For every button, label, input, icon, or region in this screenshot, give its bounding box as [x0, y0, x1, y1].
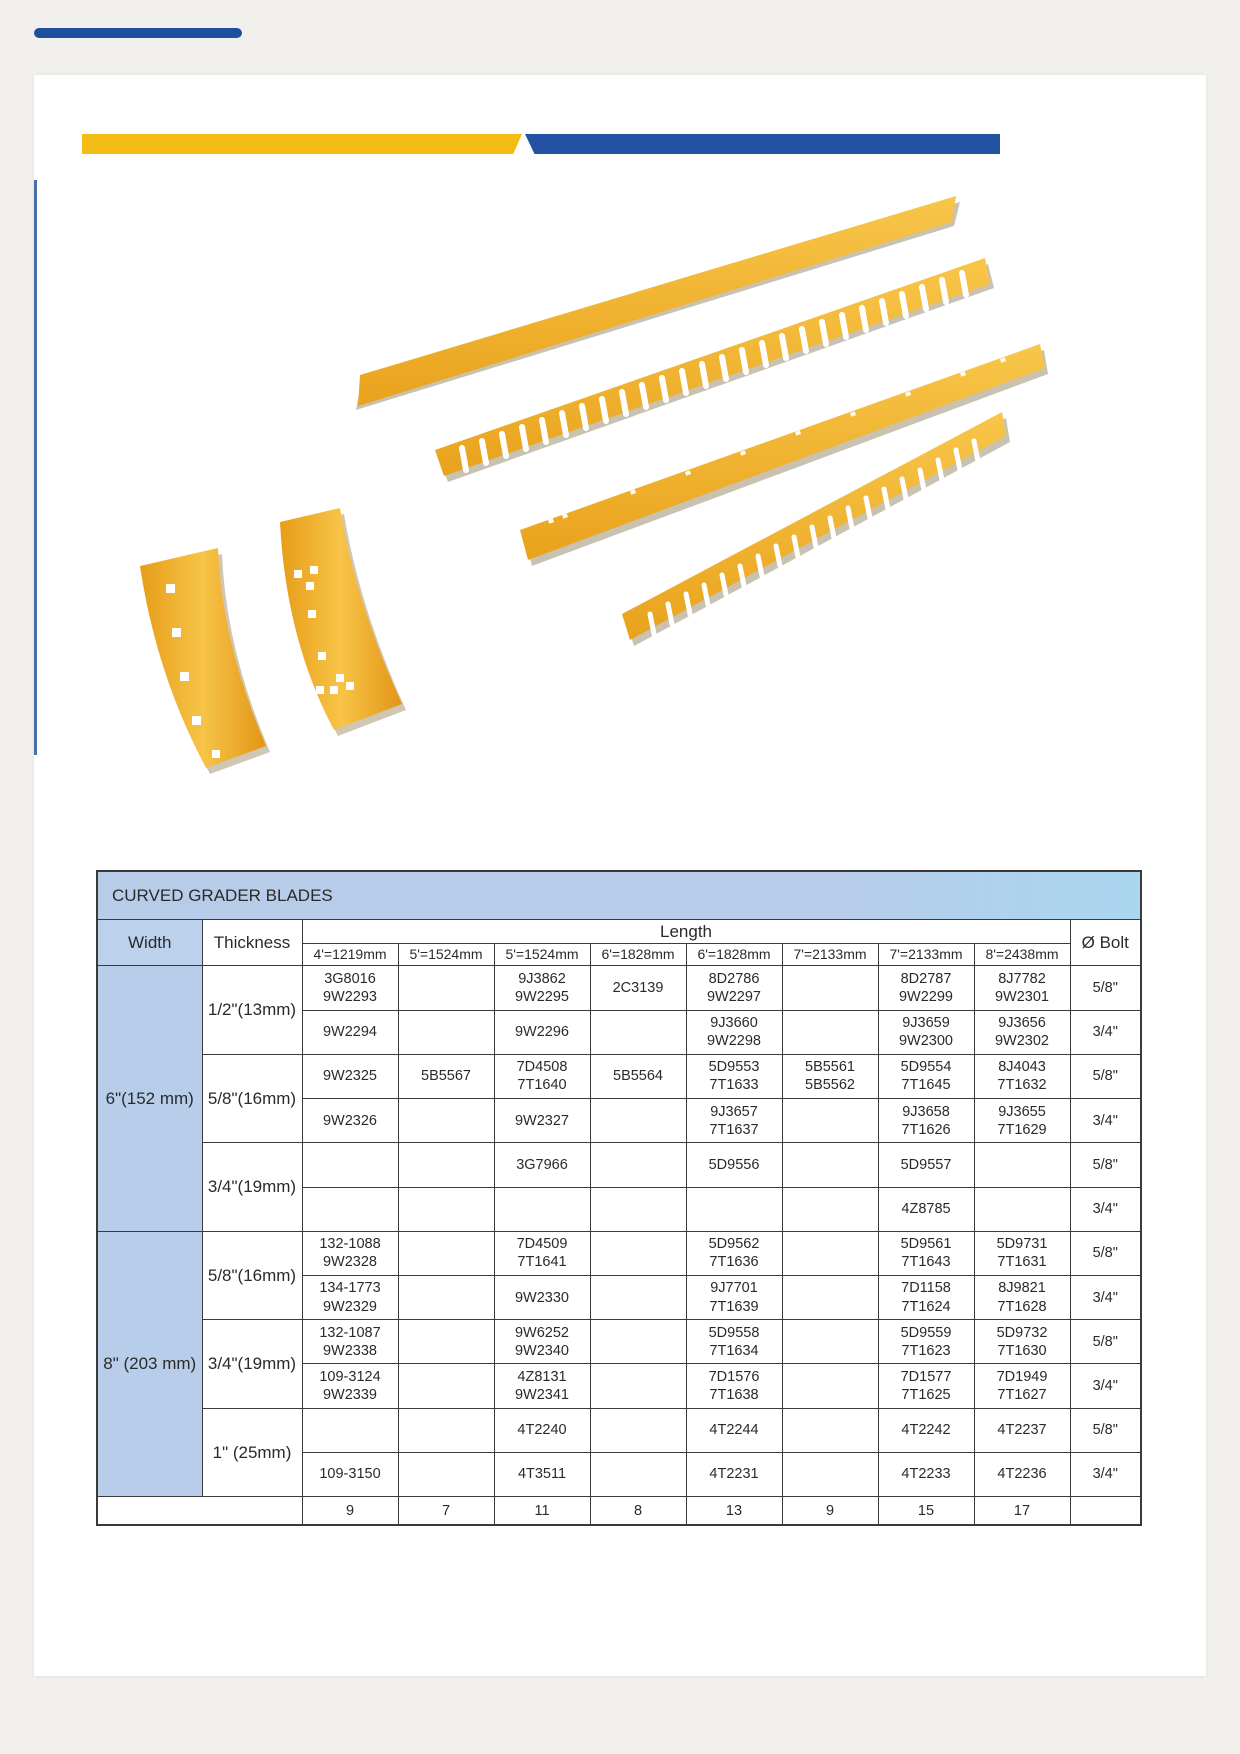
footer-count-cell: 13 — [686, 1497, 782, 1525]
bolt-cell: 3/4" — [1070, 1187, 1141, 1231]
part-number-cell — [398, 1010, 494, 1054]
blade-table-wrapper — [96, 870, 1140, 1526]
part-number-cell: 8J7782 9W2301 — [974, 966, 1070, 1010]
part-number-cell: 8D2786 9W2297 — [686, 966, 782, 1010]
part-number-cell — [782, 1231, 878, 1275]
part-number-cell: 7D4508 7T1640 — [494, 1054, 590, 1098]
bolt-cell: 5/8" — [1070, 1054, 1141, 1098]
part-number-cell: 4T2237 — [974, 1408, 1070, 1452]
footer-count-cell: 9 — [302, 1497, 398, 1525]
header-bolt: Ø Bolt — [1070, 919, 1141, 966]
bolt-cell: 3/4" — [1070, 1010, 1141, 1054]
part-number-cell: 5B5567 — [398, 1054, 494, 1098]
top-tab-bar — [34, 28, 242, 38]
part-number-cell: 5D9559 7T1623 — [878, 1320, 974, 1364]
part-number-cell: 4T3511 — [494, 1452, 590, 1496]
part-number-cell: 7D1577 7T1625 — [878, 1364, 974, 1408]
bolt-cell: 3/4" — [1070, 1275, 1141, 1319]
part-number-cell: 8J4043 7T1632 — [974, 1054, 1070, 1098]
table-row — [97, 1231, 1141, 1275]
part-number-cell: 9J3659 9W2300 — [878, 1010, 974, 1054]
header-stripe-blue — [525, 134, 1000, 154]
part-number-cell — [398, 966, 494, 1010]
part-number-cell — [782, 1010, 878, 1054]
part-number-cell — [590, 1099, 686, 1143]
part-number-cell: 7D1158 7T1624 — [878, 1275, 974, 1319]
bolt-cell: 5/8" — [1070, 966, 1141, 1010]
part-number-cell: 5D9557 — [878, 1143, 974, 1187]
part-number-cell — [782, 966, 878, 1010]
part-number-cell — [590, 1408, 686, 1452]
thickness-cell: 1" (25mm) — [202, 1408, 302, 1496]
part-number-cell — [590, 1275, 686, 1319]
part-number-cell: 5D9562 7T1636 — [686, 1231, 782, 1275]
header-length-col: 5'=1524mm — [398, 944, 494, 966]
table-row — [97, 1408, 1141, 1452]
bolt-cell: 3/4" — [1070, 1364, 1141, 1408]
part-number-cell: 5D9553 7T1633 — [686, 1054, 782, 1098]
thickness-cell: 1/2"(13mm) — [202, 966, 302, 1054]
part-number-cell — [590, 1231, 686, 1275]
header-thickness: Thickness — [202, 919, 302, 966]
part-number-cell: 4T2236 — [974, 1452, 1070, 1496]
part-number-cell: 5D9554 7T1645 — [878, 1054, 974, 1098]
part-number-cell — [782, 1275, 878, 1319]
part-number-cell: 9J3660 9W2298 — [686, 1010, 782, 1054]
part-number-cell — [590, 1010, 686, 1054]
part-number-cell: 7D1949 7T1627 — [974, 1364, 1070, 1408]
part-number-cell: 109-3150 — [302, 1452, 398, 1496]
bolt-cell: 3/4" — [1070, 1099, 1141, 1143]
part-number-cell — [590, 1187, 686, 1231]
part-number-cell: 7D4509 7T1641 — [494, 1231, 590, 1275]
part-number-cell — [686, 1187, 782, 1231]
footer-count-cell: 17 — [974, 1497, 1070, 1525]
thickness-cell: 5/8"(16mm) — [202, 1231, 302, 1319]
part-number-cell: 5D9561 7T1643 — [878, 1231, 974, 1275]
part-number-cell: 5D9732 7T1630 — [974, 1320, 1070, 1364]
part-number-cell — [782, 1452, 878, 1496]
part-number-cell: 9J3658 7T1626 — [878, 1099, 974, 1143]
part-number-cell — [782, 1187, 878, 1231]
part-number-cell — [974, 1187, 1070, 1231]
part-number-cell: 8D2787 9W2299 — [878, 966, 974, 1010]
part-number-cell — [398, 1320, 494, 1364]
footer-blank-cell — [97, 1497, 302, 1525]
width-cell: 6"(152 mm) — [97, 966, 202, 1231]
curved-grader-blades-table — [96, 870, 1142, 1526]
part-number-cell — [398, 1231, 494, 1275]
part-number-cell — [782, 1408, 878, 1452]
part-number-cell — [974, 1143, 1070, 1187]
bolt-cell: 5/8" — [1070, 1231, 1141, 1275]
header-length-col: 5'=1524mm — [494, 944, 590, 966]
part-number-cell: 4T2233 — [878, 1452, 974, 1496]
part-number-cell — [590, 1143, 686, 1187]
part-number-cell — [782, 1143, 878, 1187]
part-number-cell: 4Z8785 — [878, 1187, 974, 1231]
part-number-cell: 3G8016 9W2293 — [302, 966, 398, 1010]
part-number-cell: 4T2242 — [878, 1408, 974, 1452]
part-number-cell: 5B5561 5B5562 — [782, 1054, 878, 1098]
part-number-cell: 5D9556 — [686, 1143, 782, 1187]
part-number-cell — [302, 1187, 398, 1231]
part-number-cell: 9W2294 — [302, 1010, 398, 1054]
header-length: Length — [302, 919, 1070, 944]
part-number-cell: 9W6252 9W2340 — [494, 1320, 590, 1364]
header-length-col: 6'=1828mm — [590, 944, 686, 966]
end-bit-narrow — [140, 548, 270, 774]
part-number-cell: 7D1576 7T1638 — [686, 1364, 782, 1408]
part-number-cell: 9J3656 9W2302 — [974, 1010, 1070, 1054]
part-number-cell: 9W2327 — [494, 1099, 590, 1143]
part-number-cell — [398, 1143, 494, 1187]
thickness-cell: 5/8"(16mm) — [202, 1054, 302, 1142]
table-row — [97, 1320, 1141, 1364]
part-number-cell: 9J3657 7T1637 — [686, 1099, 782, 1143]
header-length-col: 6'=1828mm — [686, 944, 782, 966]
part-number-cell — [782, 1364, 878, 1408]
part-number-cell — [590, 1452, 686, 1496]
part-number-cell: 9W2326 — [302, 1099, 398, 1143]
table-row — [97, 1054, 1141, 1098]
header-length-col: 7'=2133mm — [782, 944, 878, 966]
part-number-cell — [302, 1143, 398, 1187]
header-stripe-yellow — [82, 134, 522, 154]
part-number-cell: 4T2244 — [686, 1408, 782, 1452]
part-number-cell: 9W2296 — [494, 1010, 590, 1054]
part-number-cell — [494, 1187, 590, 1231]
part-number-cell — [590, 1364, 686, 1408]
bolt-cell: 3/4" — [1070, 1452, 1141, 1496]
part-number-cell: 9W2330 — [494, 1275, 590, 1319]
thickness-cell: 3/4"(19mm) — [202, 1320, 302, 1408]
table-footer-row — [97, 1497, 1141, 1525]
part-number-cell: 9W2325 — [302, 1054, 398, 1098]
table-row — [97, 1143, 1141, 1187]
part-number-cell — [302, 1408, 398, 1452]
part-number-cell: 9J3862 9W2295 — [494, 966, 590, 1010]
header-length-col: 4'=1219mm — [302, 944, 398, 966]
part-number-cell: 4Z8131 9W2341 — [494, 1364, 590, 1408]
footer-count-cell: 11 — [494, 1497, 590, 1525]
part-number-cell: 4T2231 — [686, 1452, 782, 1496]
part-number-cell: 9J7701 7T1639 — [686, 1275, 782, 1319]
part-number-cell — [782, 1320, 878, 1364]
end-bit-wide — [280, 508, 406, 736]
table-title: CURVED GRADER BLADES — [97, 871, 1141, 919]
part-number-cell — [398, 1099, 494, 1143]
bolt-cell: 5/8" — [1070, 1408, 1141, 1452]
header-length-col: 7'=2133mm — [878, 944, 974, 966]
footer-count-cell: 8 — [590, 1497, 686, 1525]
bolt-cell: 5/8" — [1070, 1320, 1141, 1364]
part-number-cell — [398, 1452, 494, 1496]
bolt-cell: 5/8" — [1070, 1143, 1141, 1187]
width-cell: 8" (203 mm) — [97, 1231, 202, 1496]
header-length-col: 8'=2438mm — [974, 944, 1070, 966]
part-number-cell: 4T2240 — [494, 1408, 590, 1452]
part-number-cell: 5D9558 7T1634 — [686, 1320, 782, 1364]
part-number-cell: 5B5564 — [590, 1054, 686, 1098]
part-number-cell — [398, 1275, 494, 1319]
part-number-cell: 3G7966 — [494, 1143, 590, 1187]
part-number-cell: 5D9731 7T1631 — [974, 1231, 1070, 1275]
part-number-cell — [398, 1364, 494, 1408]
part-number-cell: 2C3139 — [590, 966, 686, 1010]
footer-count-cell: 9 — [782, 1497, 878, 1525]
footer-count-cell: 7 — [398, 1497, 494, 1525]
footer-blank-cell — [1070, 1497, 1141, 1525]
left-edge-rule — [34, 180, 37, 755]
part-number-cell: 134-1773 9W2329 — [302, 1275, 398, 1319]
part-number-cell: 9J3655 7T1629 — [974, 1099, 1070, 1143]
footer-count-cell: 15 — [878, 1497, 974, 1525]
part-number-cell — [398, 1187, 494, 1231]
part-number-cell: 132-1087 9W2338 — [302, 1320, 398, 1364]
header-width: Width — [97, 919, 202, 966]
part-number-cell: 109-3124 9W2339 — [302, 1364, 398, 1408]
part-number-cell — [782, 1099, 878, 1143]
grader-blades-illustration — [130, 180, 1130, 820]
part-number-cell — [590, 1320, 686, 1364]
part-number-cell: 8J9821 7T1628 — [974, 1275, 1070, 1319]
thickness-cell: 3/4"(19mm) — [202, 1143, 302, 1231]
part-number-cell — [398, 1408, 494, 1452]
part-number-cell: 132-1088 9W2328 — [302, 1231, 398, 1275]
table-row — [97, 966, 1141, 1010]
